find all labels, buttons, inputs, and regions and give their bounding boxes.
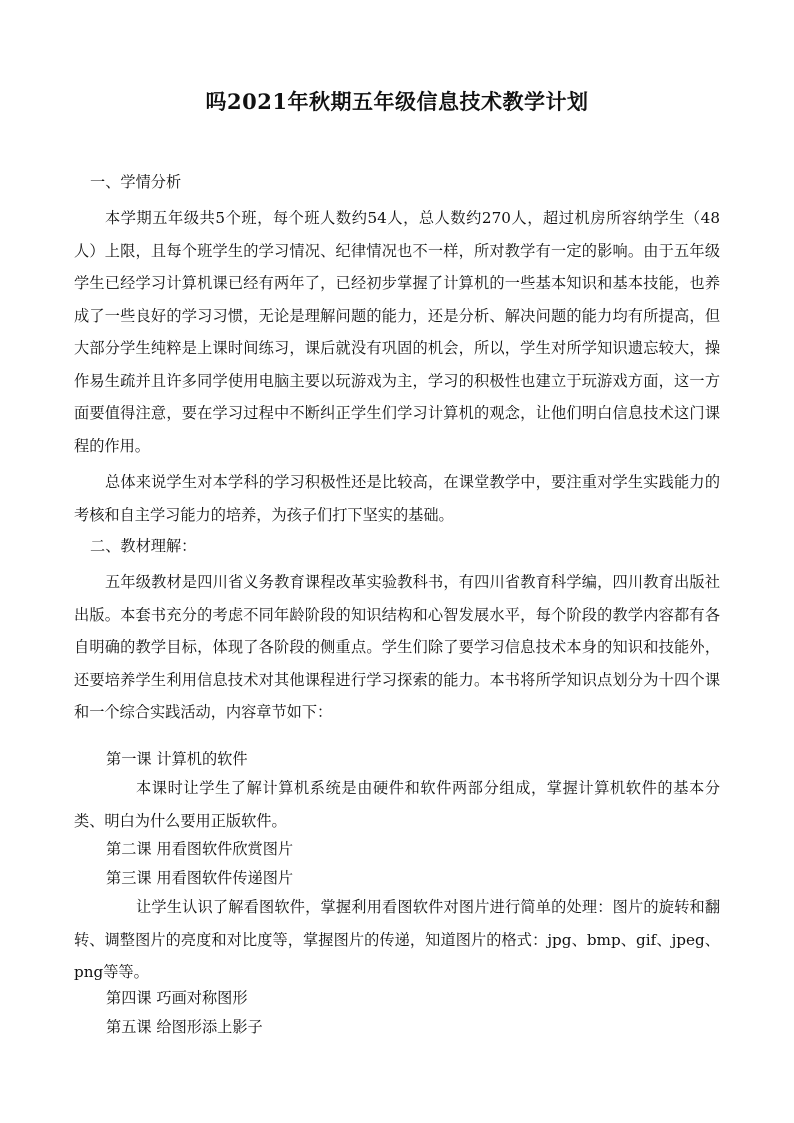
lesson-1-description: 本课时让学生了解计算机系统是由硬件和软件两部分组成，掌握计算机软件的基本分类、明白为什么要用正版软件。 (74, 779, 720, 830)
section-heading-textbook: 二、教材理解： (90, 537, 197, 555)
paragraph-learning-analysis: 本学期五年级共5个班，每个班人数约54人，总人数约270人，超过机房所容纳学生（48人）上限，且每个班学生的学习情况、纪律情况也不一样，所对教学有一定的影响。由于五年级学生已经学习计算机课已经有两年了，已经初步掌握了计算机的一些基本知识和基本技能，也养成了一些良好的学习习惯，无论是理解问题的能力，还是分析、解决问题的能力均有所提高，但大部分学生纯粹是上课时间练习，课后就没有巩固的机会，所以，学生对所学知识遗忘较大，操作易生疏并且许多同学使用电脑主要以玩游戏为主，学习的积极性也建立于玩游戏方面，这一方面要值得注意，要在学习过程中不断纠正学生们学习计算机的观念，让他们明白信息技术这门课程的作用。 (74, 209, 720, 455)
document-title: 吗2021年秋期五年级信息技术教学计划 (205, 89, 589, 114)
lesson-1-title: 第一课 计算机的软件 (106, 750, 248, 768)
lesson-3-title: 第三课 用看图软件传递图片 (106, 869, 294, 887)
paragraph-textbook: 五年级教材是四川省义务教育课程改革实验教科书，有四川省教育科学编，四川教育出版社出版。本套书充分的考虑不同年龄阶段的知识结构和心智发展水平，每个阶段的教学内容都有各自明确的教学目标，体现了各阶段的侧重点。学生们除了要学习信息技术本身的知识和技能外，还要培养学生利用信息技术对其他课程进行学习探索的能力。本书将所学知识点划分为十四个课和一个综合实践活动，内容章节如下： (74, 573, 720, 721)
lesson-4-title: 第四课 巧画对称图形 (106, 989, 248, 1007)
paragraph-learning-summary: 总体来说学生对本学科的学习积极性还是比较高，在课堂教学中，要注重对学生实践能力的考核和自主学习能力的培养，为孩子们打下坚实的基础。 (74, 473, 720, 524)
lesson-2-3-description: 让学生认识了解看图软件，掌握利用看图软件对图片进行简单的处理：图片的旋转和翻转、调整图片的亮度和对比度等，掌握图片的传递，知道图片的格式：jpg、bmp、gif、jpeg、png等等。 (74, 898, 720, 981)
lesson-5-title: 第五课 给图形添上影子 (106, 1018, 263, 1036)
section-heading-learning-analysis: 一、学情分析 (90, 173, 182, 191)
lesson-2-title: 第二课 用看图软件欣赏图片 (106, 840, 294, 858)
